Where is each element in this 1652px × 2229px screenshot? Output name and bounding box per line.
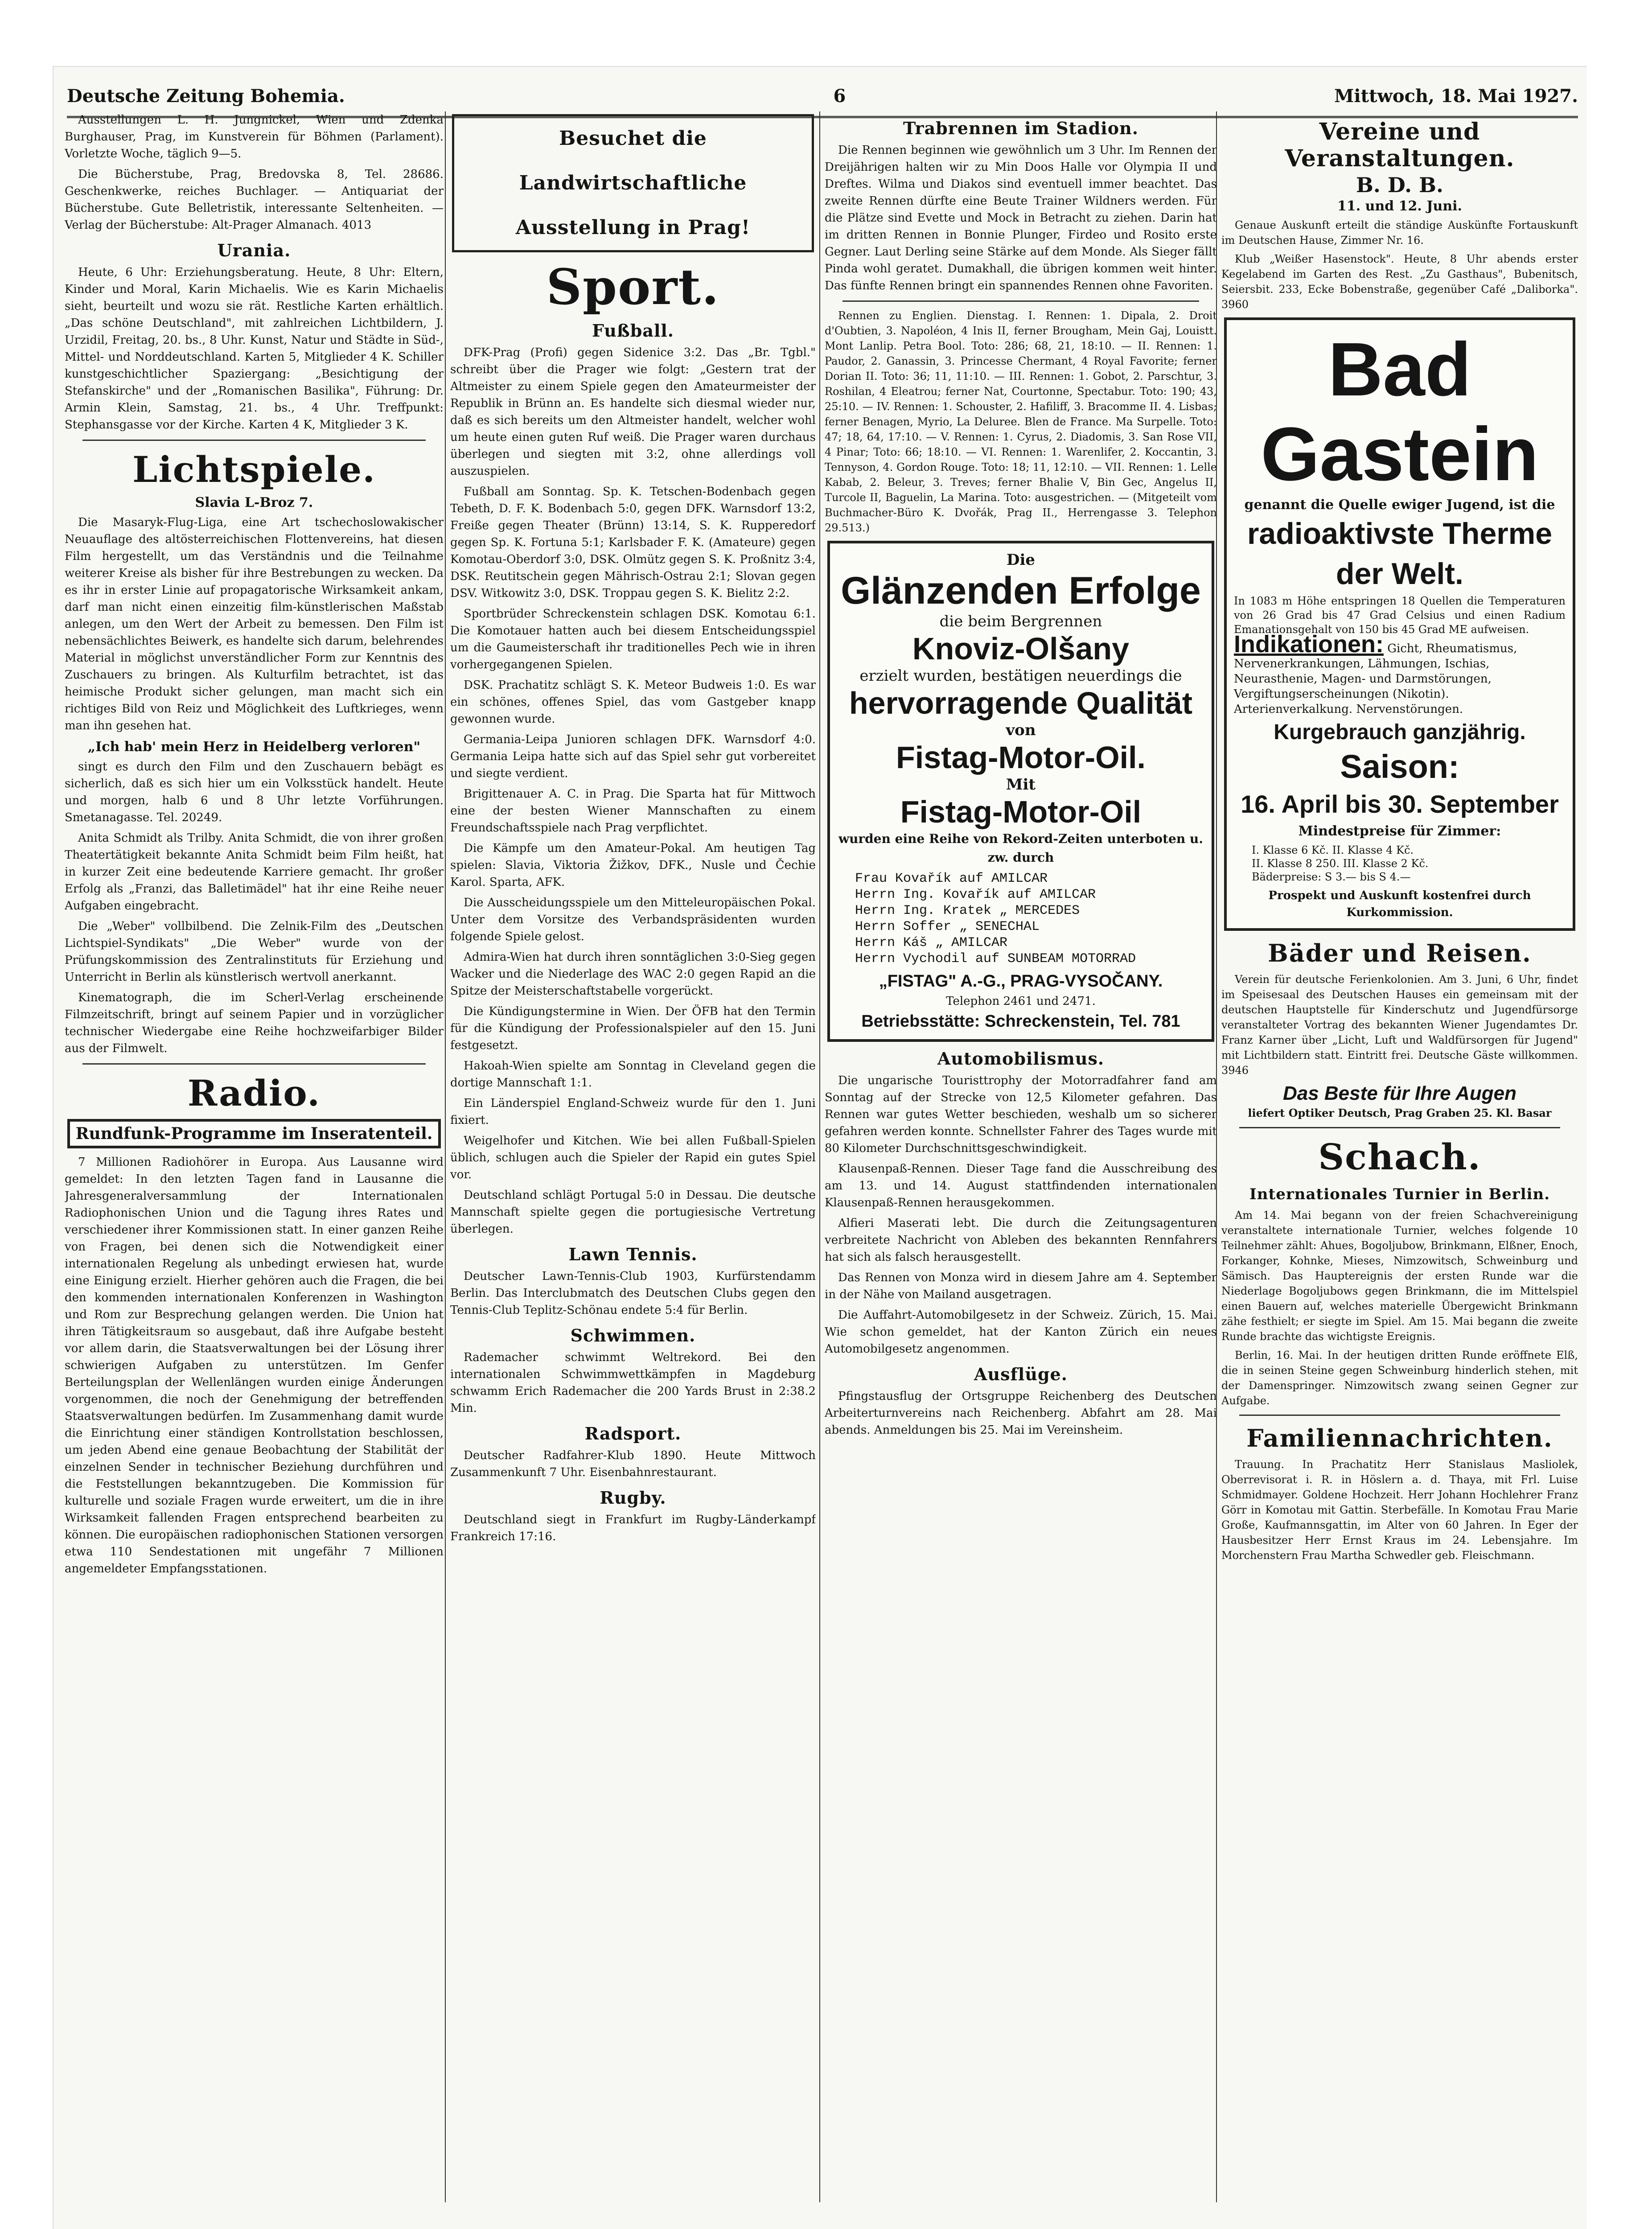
article-weber: Die „Weber" vollbilbend. Die Zelnik-Film des „Deutschen Lichtspiel-Syndikats" „Die Weber" wurde von der Prüfungskommission des Zentralinstituts für Erziehung und Unterricht in Berlin als künstlerisch wertvoll anerkannt. bbox=[65, 920, 444, 984]
article-rennen-englien: Rennen zu Englien. Dienstag. I. Rennen: 1. Dipala, 2. Droit d'Oubtien, 3. Napoléon, 4 Inis II, ferner Brougham, Mein Gaj, Louistt. Mont Lanlip. Petra Bool. Toto: 286; 68, 21, 18:10. — II. Rennen: 1. Paudor, 2. Ganassin, 3. Princesse Chermant, 4 Royal Favorite; ferner Dorian II. Toto: 36; 11, 11:10. — III. Rennen: 1. Gobot, 2. Parschtur, 3. Roshilan, 4 Eleatrou; ferner Nat, Courtonne, Spectabur. Toto: 190; 43, 25:10. — IV. Rennen: 1. Schouster, 2. Hafiliff, 3. Bracomme II. 4. Lisbas; ferner Benagen, Myrio, La Deluree. Blen de France. Ma Surpelle. Toto: 47; 18, 64, 17:10. — V. Rennen: 1. Cyrus, 2. Diadomis, 3. San Rose VII, 4 Pinar; Toto: 66; 18:10. — VI. Rennen: 1. Warenlifer, 2. Koccantin, 3. Tennyson, 4. Gordon Rouge. Toto: 18; 11, 12:10. — VII. Rennen: 1. Lelle Kabab, 2. Beleur, 3. Treves; ferner Bhalie V, Bin Gec, Angelus II, Turcole II, Baguelin, La Marina. Toto: ausgestrichen. — (Mitgeteilt vom Buchmacher-Büro K. Dvořák, Prag II., Herrengasse 3. Telephon 29.513.) bbox=[825, 309, 1217, 534]
schach-turnier-title: Internationales Turnier in Berlin. bbox=[1249, 1185, 1550, 1203]
article-sportbrueder: Sportbrüder Schreckenstein schlagen DSK. Komotau 6:1. Die Komotauer hatten auch bei diesem Entscheidungsspiel um die Gaumeisterschaft ihr traditionelles Pech wie in ihren vorhergegangenen Spielen. bbox=[450, 607, 816, 671]
bdb-heading: B. D. B. bbox=[1356, 173, 1444, 197]
column-1 bbox=[65, 111, 444, 2202]
article-kuendigung: Die Kündigungstermine in Wien. Der ÖFB hat den Termin für die Kündigung der Professionalspieler auf den 15. Juni festgesetzt. bbox=[450, 1005, 816, 1052]
article-buecherstube: Die Bücherstube, Prag, Bredovska 8, Tel. 28686. Geschenkwerke, reiches Buchlager. — Antiquariat der Bücherstube. Gute Belletristik, interessante Seltenheiten. — Verlag der Bücherstube: Alt-Prager Almanach. 4013 bbox=[65, 168, 444, 232]
cinema-slavia: Slavia L-Broz 7. bbox=[195, 495, 313, 510]
article-rugby: Deutschland siegt in Frankfurt im Rugby-Länderkampf Frankreich 17:16. bbox=[450, 1513, 816, 1543]
article-familien: Trauung. In Prachatitz Herr Stanislaus Masliolek, Oberrevisorat i. R. in Höslern a. d. Thaya, mit Frl. Luise Schmidmayer. Goldene Hochzeit. Herr Johann Hochlehrer Franz Görr in Komotau mit Gattin. Sterbefälle. In Komotau Frau Marie Große, Kaufmannsgattin, im Alter von 60 Jahren. In Eger der Hausbesitzer Herr Ernst Kraus im 24. Lebensjahre. Im Morchenstern Frau Martha Schwedler geb. Fleischmann. bbox=[1221, 1458, 1578, 1562]
article-film-review: Die Masaryk-Flug-Liga, eine Art tschechoslowakischer Neuauflage des altösterreichischen Flottenvereins, hat diesen Film hergestellt, um das Verständnis und die Teilnahme weiterer Kreise als bisher für ihre Bestrebungen zu wecken. Da es ihr in erster Linie auf propagatorische Wirksamkeit ankam, darf man nicht einen einzeitig film-künstlerischen Maßstab anlegen, um den Wert der Arbeit zu bemessen. Den Film ist nebensächlichtes Beiwerk, es handelte sich darum, belehrendes Material in möglichst unverständlicher Form zur Kenntnis des Zuschauers zu bringen. Als Kulturfilm betrachtet, ist das heimische Produkt sicher gelungen, man macht sich ein richtiges Bild von Reiz und Möglichkeit des Luftkrieges, wenn man ihn gesehen hat. bbox=[65, 516, 444, 732]
bad-gastein-ad bbox=[1224, 317, 1575, 931]
gastein-kurgebrauch: Kurgebrauch ganzjährig. bbox=[1274, 720, 1526, 744]
driver-entry: Herrn Káš „ AMILCAR bbox=[855, 935, 1008, 950]
driver-entry: Herrn Ing. Kratek „ MERCEDES bbox=[855, 903, 1080, 918]
article-klausenpass: Klausenpaß-Rennen. Dieser Tage fand die Ausschreibung des am 13. und 14. August stattfindenden internationalen Klausenpaß-Rennen herausgekommen. bbox=[825, 1162, 1217, 1209]
subsection-schwimmen: Schwimmen. bbox=[570, 1325, 696, 1345]
divider bbox=[1239, 1127, 1560, 1128]
article-kinematograph: Kinematograph, die im Scherl-Verlag erscheinende Filmzeitschrift, bringt auf seinem Papier und in vorzüglicher technischer Wiedergabe eine Reihe hochzweifarbiger Bilder aus der Filmwelt. bbox=[65, 991, 444, 1055]
article-ausstellungen: Ausstellungen L. H. Jungnickel, Wien und Zdenka Burghauser, Prag, im Kunstverein für Böhmen (Parlament). Vorletzte Woche, täglich 9—5. bbox=[65, 113, 444, 160]
section-trabrennen: Trabrennen im Stadion. bbox=[903, 118, 1138, 138]
gastein-description: In 1083 m Höhe entspringen 18 Quellen die Temperaturen von 26 Grad bis 47 Grad Celsius und einen Radium Emanationsgehalt von 150 bis 45 Grad ME aufweisen. bbox=[1234, 595, 1566, 636]
scan-margin-right bbox=[1587, 0, 1652, 2229]
article-schweiz-auto: Die Auffahrt-Automobilgesetz in der Schweiz. Zürich, 15. Mai. Wie schon gemeldet, hat der Kanton Zürich ein neues Automobilgesetz angenommen. bbox=[825, 1308, 1217, 1356]
gastein-min-prices: Mindestpreise für Zimmer: bbox=[1298, 823, 1501, 839]
column-rule bbox=[445, 111, 446, 2202]
oil-ad-mit: Mit bbox=[1006, 776, 1036, 794]
gastein-indications bbox=[1234, 631, 1566, 717]
bdb-date: 11. und 12. Juni. bbox=[1337, 198, 1462, 214]
section-radio: Radio. bbox=[187, 1072, 321, 1114]
section-familien: Familiennachrichten. bbox=[1246, 1424, 1553, 1452]
article-trabrennen: Die Rennen beginnen wie gewöhnlich um 3 Uhr. Im Rennen der Dreijährigen halten wir zu Min Doos Halle vor Olympia II und Dreftes. Wilma und Diakos sind eventuell immer beachtet. Das zweite Rennen dürfte eine Beute Trainer Wildners werden. Für die Plätze sind Evette und Mock in Betracht zu ziehen. Darin hat im dritten Rennen in Bonnie Plunger, Firdeo und Rosito erste Gegner. Laut Derling seine Stärke auf dem Monde. Als Sieger fällt Pinda wohl geratet. Dumakhall, die übrigen kommen weit hinter. Das fünfte Rennen bringt ein spannendes Rennen ohne Favoriten. bbox=[825, 144, 1217, 292]
article-monza: Das Rennen von Monza wird in diesem Jahre am 4. September in der Nähe von Mailand ausgetragen. bbox=[825, 1271, 1217, 1301]
oil-ad-company: „FISTAG" A.-G., PRAG-VYSOČANY. bbox=[879, 972, 1163, 991]
oil-ad-title: Glänzenden Erfolge bbox=[841, 569, 1201, 612]
article-germania: Germania-Leipa Junioren schlagen DFK. Warnsdorf 4:0. Germania Leipa hatte sich auf das Spiel sehr gut vorbereitet und siegte verdient. bbox=[450, 733, 816, 780]
article-urania: Heute, 6 Uhr: Erziehungsberatung. Heute, 8 Uhr: Eltern, Kinder und Moral, Karin Michaelis. Wie es Karin Michaelis sieht, beurteilt und wozu sie rät. Restliche Karten erhältlich. „Das schöne Deutschland", mit zahlreichen Lichtbildern, J. Urzidil, Freitag, 20. bs., 8 Uhr. Kunst, Natur und Städte in Süd-, Mittel- und Norddeutschland. Karten 5, Mitglieder 4 K. Schiller kunstgeschichtlicher Spaziergang: „Besichtigung der Stefanskirche" und der „Romanischen Basilika", Führung: Dr. Armin Klein, Samstag, 21. bs., 4 Uhr. Treffpunkt: Stephansgasse vor der Kirche. Karten 4 K, Mitglieder 3 K. bbox=[65, 266, 444, 432]
divider bbox=[842, 300, 1199, 302]
oil-ad-quality: hervorragende Qualität bbox=[849, 686, 1193, 720]
indications-text: Gicht, Rheumatismus, Nervenerkrankungen, Lähmungen, Ischias, Neurasthenie, Magen- und Darmstörungen, Vergiftungserscheinungen (Nikotin). Arterienverkalkung. Nervenstörungen. bbox=[1234, 642, 1517, 716]
driver-entry: Herrn Soffer „ SENECHAL bbox=[855, 919, 1040, 934]
section-vereine: Vereine und Veranstaltungen. bbox=[1285, 118, 1515, 172]
subsection-fussball: Fußball. bbox=[592, 321, 674, 341]
gastein-prospekt: Prospekt und Auskunft kostenfrei durch Kurkommission. bbox=[1268, 889, 1531, 919]
gastein-subtitle: genannt die Quelle ewiger Jugend, ist die bbox=[1244, 497, 1555, 513]
divider bbox=[82, 1063, 426, 1065]
price-row: I. Klasse 6 Kč. II. Klasse 4 Kč. bbox=[1252, 844, 1414, 856]
divider bbox=[82, 440, 426, 441]
article-mitteleuropa: Die Ausscheidungsspiele um den Mitteleuropäischen Pokal. Unter dem Vorsitze des Verbandspräsidenten wurden folgende Spiele gelost. bbox=[450, 896, 816, 943]
article-ausfluege: Pfingstausflug der Ortsgruppe Reichenberg des Deutschen Arbeiterturnvereins nach Reichenberg. Abfahrt am 28. Mai abends. Anmeldungen bis 25. Mai im Vereinsheim. bbox=[825, 1390, 1217, 1437]
oil-ad-die: Die bbox=[1006, 551, 1036, 569]
oil-ad-von: von bbox=[1006, 721, 1036, 739]
optiker-ad-text: liefert Optiker Deutsch, Prag Graben 25. Kl. Basar bbox=[1248, 1106, 1552, 1119]
gastein-line-2: der Welt. bbox=[1336, 557, 1463, 591]
column-rule bbox=[819, 111, 820, 2202]
article-weigelhofer: Weigelhofer und Kitchen. Wie bei allen Fußball-Spielen üblich, schlugen auch die Spieler der Rapid ein gutes Spiel vor. bbox=[450, 1134, 816, 1181]
oil-ad-erzielt: erzielt wurden, bestätigen neuerdings die bbox=[859, 667, 1182, 685]
rundfunk-notice-box: Rundfunk-Programme im Inseratenteil. bbox=[67, 1119, 441, 1148]
article-amateur-pokal: Die Kämpfe um den Amateur-Pokal. Am heutigen Tag spielen: Slavia, Viktoria Žižkov, DFK., Nusle und Čechie Karol. Sparta, AFK. bbox=[450, 842, 816, 889]
oil-ad-driver-list bbox=[855, 871, 1187, 967]
subsection-tennis: Lawn Tennis. bbox=[568, 1244, 698, 1264]
gastein-line-1: radioaktivste Therme bbox=[1247, 517, 1553, 551]
article-tennis: Deutscher Lawn-Tennis-Club 1903, Kurfürstendamm Berlin. Das Interclubmatch des Deutschen Clubs gegen den Tennis-Club Teplitz-Schönau endete 5:4 für Berlin. bbox=[450, 1270, 816, 1317]
article-portugal: Deutschland schlägt Portugal 5:0 in Dessau. Die deutsche Mannschaft spielte gegen die portugiesische Vertretung überlegen. bbox=[450, 1189, 816, 1236]
section-baeder: Bäder und Reisen. bbox=[1268, 939, 1532, 967]
oil-ad-route: Knoviz-Olšany bbox=[912, 631, 1130, 666]
article-schach: Am 14. Mai begann von der freien Schachvereinigung veranstaltete internationale Turnier, welches folgende 10 Teilnehmer zählt: Ahues, Bogoljubow, Brinkmann, Elßner, Enoch, Forkanger, Kohnke, Mieses, Nimzowitsch, Schweinburg und Sämisch. Das Hauptereignis der ersten Runde war die Niederlage Bogoljubows gegen Brinkmann, die im Mittelspiel einen Bauern auf, welches materielle Übergewicht Brinkmann zähe festhielt; er siegte im Spiel. Am 15. Mai begann die zweite Runde brachte das wichtigste Ereignis. bbox=[1221, 1209, 1578, 1343]
driver-entry: Herrn Ing. Kovařík auf AMILCAR bbox=[855, 887, 1096, 902]
gastein-title: Bad Gastein bbox=[1261, 327, 1539, 497]
driver-entry: Frau Kovařík auf AMILCAR bbox=[855, 871, 1048, 886]
column-2 bbox=[450, 111, 816, 2202]
article-berlin-schach: Berlin, 16. Mai. In der heutigen dritten Runde eröffnete Elß, die in seinen Steine gegen Schweinburg hinderlich stehen, mit der Damenspringer. Nimzowitsch zwang seinen Gegner zur Aufgabe. bbox=[1221, 1349, 1578, 1407]
section-schach: Schach. bbox=[1318, 1136, 1481, 1178]
column-4 bbox=[1221, 111, 1578, 2202]
oil-ad-bergrennen: die beim Bergrennen bbox=[939, 613, 1102, 630]
article-radsport: Deutscher Radfahrer-Klub 1890. Heute Mittwoch Zusammenkunft 7 Uhr. Eisenbahnrestaurant. bbox=[450, 1449, 816, 1479]
article-heidelberg: singt es durch den Film und den Zuschauern bebägt es sicherlich, daß es sich hier um ein Volksstück handelt. Heute und morgen, halb 6 und 8 Uhr letzte Vorführungen. Smetanagasse. Tel. 20249. bbox=[65, 760, 444, 824]
article-ferienkolonien: Verein für deutsche Ferienkolonien. Am 3. Juni, 6 Uhr, findet im Speisesaal des Deutschen Hauses ein gemeinsam mit der deutschen Hauptstelle für Kinderschutz und Jugendfürsorge veranstalteter Vortrag des bekannten Wiener Jugendamtes Dr. Franz Karner über „Licht, Luft und Waldfürsorgen für Jugend" mit Lichtbildern statt. Eintritt frei. Deutsche Gäste willkommen. 3946 bbox=[1221, 973, 1578, 1077]
gastein-price-table bbox=[1252, 843, 1548, 884]
subsection-rugby: Rugby. bbox=[600, 1488, 666, 1508]
section-urania: Urania. bbox=[217, 240, 291, 260]
section-ausfluege: Ausflüge. bbox=[974, 1364, 1068, 1384]
article-anita-schmidt: Anita Schmidt als Trilby. Anita Schmidt, die von ihrer großen Theatertätigkeit bekannte Anita Schmidt beim Film heißt, hat in kurzer Zeit eine bedeutende Karriere gemacht. Ihr großer Erfolg als „Franzi, das Balletimädel" hat ihr eine Reihe neuer Aufgaben eingebracht. bbox=[65, 831, 444, 913]
subsection-radsport: Radsport. bbox=[584, 1423, 682, 1444]
oil-ad-phone: Telephon 2461 und 2471. bbox=[946, 995, 1096, 1008]
article-radio-europe: 7 Millionen Radiohörer in Europa. Aus Lausanne wird gemeldet: In den letzten Tagen fand in Lausanne die Jahresgeneralversammlung der Internationalen Radiophonischen Union und die Tagung ihres Rates und verschiedener ihrer Kommissionen statt. In einer ganzen Reihe von Fragen, bei denen sich die Notwendigkeit einer internationalen Regelung als unbedingt erwiesen hat, wurde eine Einigung erzielt. Hierher gehören auch die Fragen, die bei den kommenden internationalen Konferenzen in Washington und Rom zur Besprechung gelangen werden. Die Union hat ihren Tätigkeitsraum so ausgebaut, daß ihre Aufgabe besteht vor allem darin, die Staatsverwaltungen bei der Lösung ihrer schwierigen Aufgaben zu unterstützen. Im Genfer Berteilungsplan der Wellenlängen wurden einige Änderungen vorgenommen, die noch der Genehmigung der betreffenden Staatsverwaltungen bedürfen. Im Zusammenhang damit wurde die Einrichtung einer ständigen Kontrollstation beschlossen, um jeden Abend eine genaue Beobachtung der Stabilität der einzelnen Sender in technischer Beziehung durchführen und die Feststellungen bekanntzugeben. Die Kommission für kulturelle und soziale Fragen wurde erweitert, um die in ihre Wirksamkeit fallenden Fragen entsprechend bearbeiten zu können. Die europäischen radiophonischen Stationen versorgen etwa 110 Sendestationen mit ungefähr 7 Millionen angemeldeter Empfangsstationen. bbox=[65, 1156, 444, 1575]
column-3 bbox=[825, 111, 1217, 2202]
section-automobilismus: Automobilismus. bbox=[937, 1049, 1105, 1069]
section-lichtspiele: Lichtspiele. bbox=[132, 448, 376, 490]
article-brigittenauer: Brigittenauer A. C. in Prag. Die Sparta hat für Mittwoch eine der besten Wiener Mannschaften zu einem Freundschaftsspiele nach Prag verpflichtet. bbox=[450, 787, 816, 835]
article-fussball-sonntag: Fußball am Sonntag. Sp. K. Tetschen-Bodenbach gegen Tebeth, D. F. K. Bodenbach 5:0, gegen DFK. Warnsdorf 13:2, Freiße gegen Theater (Brünn) 13:14, S. K. Rupperedorf gegen Sp. K. Fortuna 5:1; Karlsbader F. K. (Amateure) gegen Komotau-Oberdorf 3:0, DSK. Olmütz gegen S. K. Proßnitz 3:4, DSK. Reutitschein gegen Mährisch-Ostrau 2:1; Slovan gegen DSV. Witkowitz 3:0, DSK. Troppau gegen S. K. Bielitz 2:2. bbox=[450, 485, 816, 600]
oil-ad-brand-2: Fistag-Motor-Oil bbox=[900, 794, 1142, 829]
header-page-number: 6 bbox=[833, 85, 846, 107]
gastein-dates: 16. April bis 30. September bbox=[1241, 790, 1559, 818]
divider bbox=[1239, 1415, 1560, 1416]
oil-ad-office: Betriebsstätte: Schreckenstein, Tel. 781 bbox=[861, 1012, 1180, 1031]
header-paper-name: Deutsche Zeitung Bohemia. bbox=[67, 85, 345, 107]
optiker-ad-title: Das Beste für Ihre Augen bbox=[1282, 1082, 1517, 1104]
article-maserati: Alfieri Maserati lebt. Die durch die Zeitungsagenturen verbreitete Nachricht von Ableben des bekannten Rennfahrers hat sich als falsch herausgestellt. bbox=[825, 1217, 1217, 1264]
section-sport: Sport. bbox=[546, 258, 720, 316]
article-england-schweiz: Ein Länderspiel England-Schweiz wurde für den 1. Juni fixiert. bbox=[450, 1097, 816, 1127]
article-prachatitz: DSK. Prachatitz schlägt S. K. Meteor Budweis 1:0. Es war ein schönes, offenes Spiel, das vom Gastgeber knapp gewonnen wurde. bbox=[450, 679, 816, 726]
article-schwimmen: Rademacher schwimmt Weltrekord. Bei den internationalen Schwimmwettkämpfen in Magdeburg schwamm Erich Rademacher die 200 Yards Brust in 2:38.2 Min. bbox=[450, 1351, 816, 1415]
article-hakoah: Hakoah-Wien spielte am Sonntag in Cleveland gegen die dortige Mannschaft 1:1. bbox=[450, 1059, 816, 1090]
scan-margin-left bbox=[0, 0, 53, 2229]
driver-entry: Herrn Vychodil auf SUNBEAM MOTORRAD bbox=[855, 951, 1136, 966]
exhibition-banner: Besuchet die Landwirtschaftliche Ausstellung in Prag! bbox=[452, 114, 814, 252]
article-touristtrophy: Die ungarische Touristtrophy der Motorradfahrer fand am Sonntag auf der Strecke von 12,5 Kilometer gefahren. Das Rennen war gutes Wetter beschieden, weshalb um so sicherer gefahren werden konnte. Schnellster Fahrer des Tages wurde mit 80 Kilometer Durchschnittsgeschwindigkeit. bbox=[825, 1074, 1217, 1155]
price-row: Bäderpreise: S 3.— bis S 4.— bbox=[1252, 871, 1411, 883]
indications-label: Indikationen: bbox=[1234, 631, 1384, 658]
film-heidelberg-title: „Ich hab' mein Herz in Heidelberg verloren" bbox=[87, 739, 421, 755]
article-admira: Admira-Wien hat durch ihren sonntäglichen 3:0-Sieg gegen Wacker und die Niederlage des WAC 2:0 gegen Rapid an die Spitze der Meisterschaftstabelle vorgerückt. bbox=[450, 950, 816, 998]
article-bdb: Genaue Auskunft erteilt die ständige Auskünfte Fortauskunft im Deutschen Hause, Zimmer Nr. 16. bbox=[1221, 219, 1578, 247]
oil-ad-brand-1: Fistag-Motor-Oil. bbox=[896, 740, 1146, 775]
price-row: II. Klasse 8 250. III. Klasse 2 Kč. bbox=[1252, 857, 1429, 870]
article-dfk-prag: DFK-Prag (Profi) gegen Sidenice 3:2. Das „Br. Tgbl." schreibt über die Prager wie folgt: „Gestern trat der Altmeister zu einem Spiele gegen den Amateurmeister der Republik in Brünn an. Es handelte sich diesmal wieder nur, daß es sich bereits um den Altmeister handelt, welcher wohl um heute einen guten Ruf weiß. Die Prager waren durchaus überlegen und siegten mit 3:2, ohne allerdings voll auszuspielen. bbox=[450, 346, 816, 478]
gastein-saison: Saison: bbox=[1340, 748, 1459, 785]
oil-ad-rekord: wurden eine Reihe von Rekord-Zeiten unterboten u. zw. durch bbox=[838, 831, 1204, 865]
header-date: Mittwoch, 18. Mai 1927. bbox=[1334, 85, 1578, 107]
article-klub: Klub „Weißer Hasenstock". Heute, 8 Uhr abends erster Kegelabend im Garten des Rest. „Zu Gasthaus", Bubenitsch, Seiersbit. 233, Ecke Bobenstraße, gegenüber Café „Daliborka". 3960 bbox=[1221, 253, 1578, 311]
fistag-oil-ad bbox=[827, 541, 1214, 1042]
